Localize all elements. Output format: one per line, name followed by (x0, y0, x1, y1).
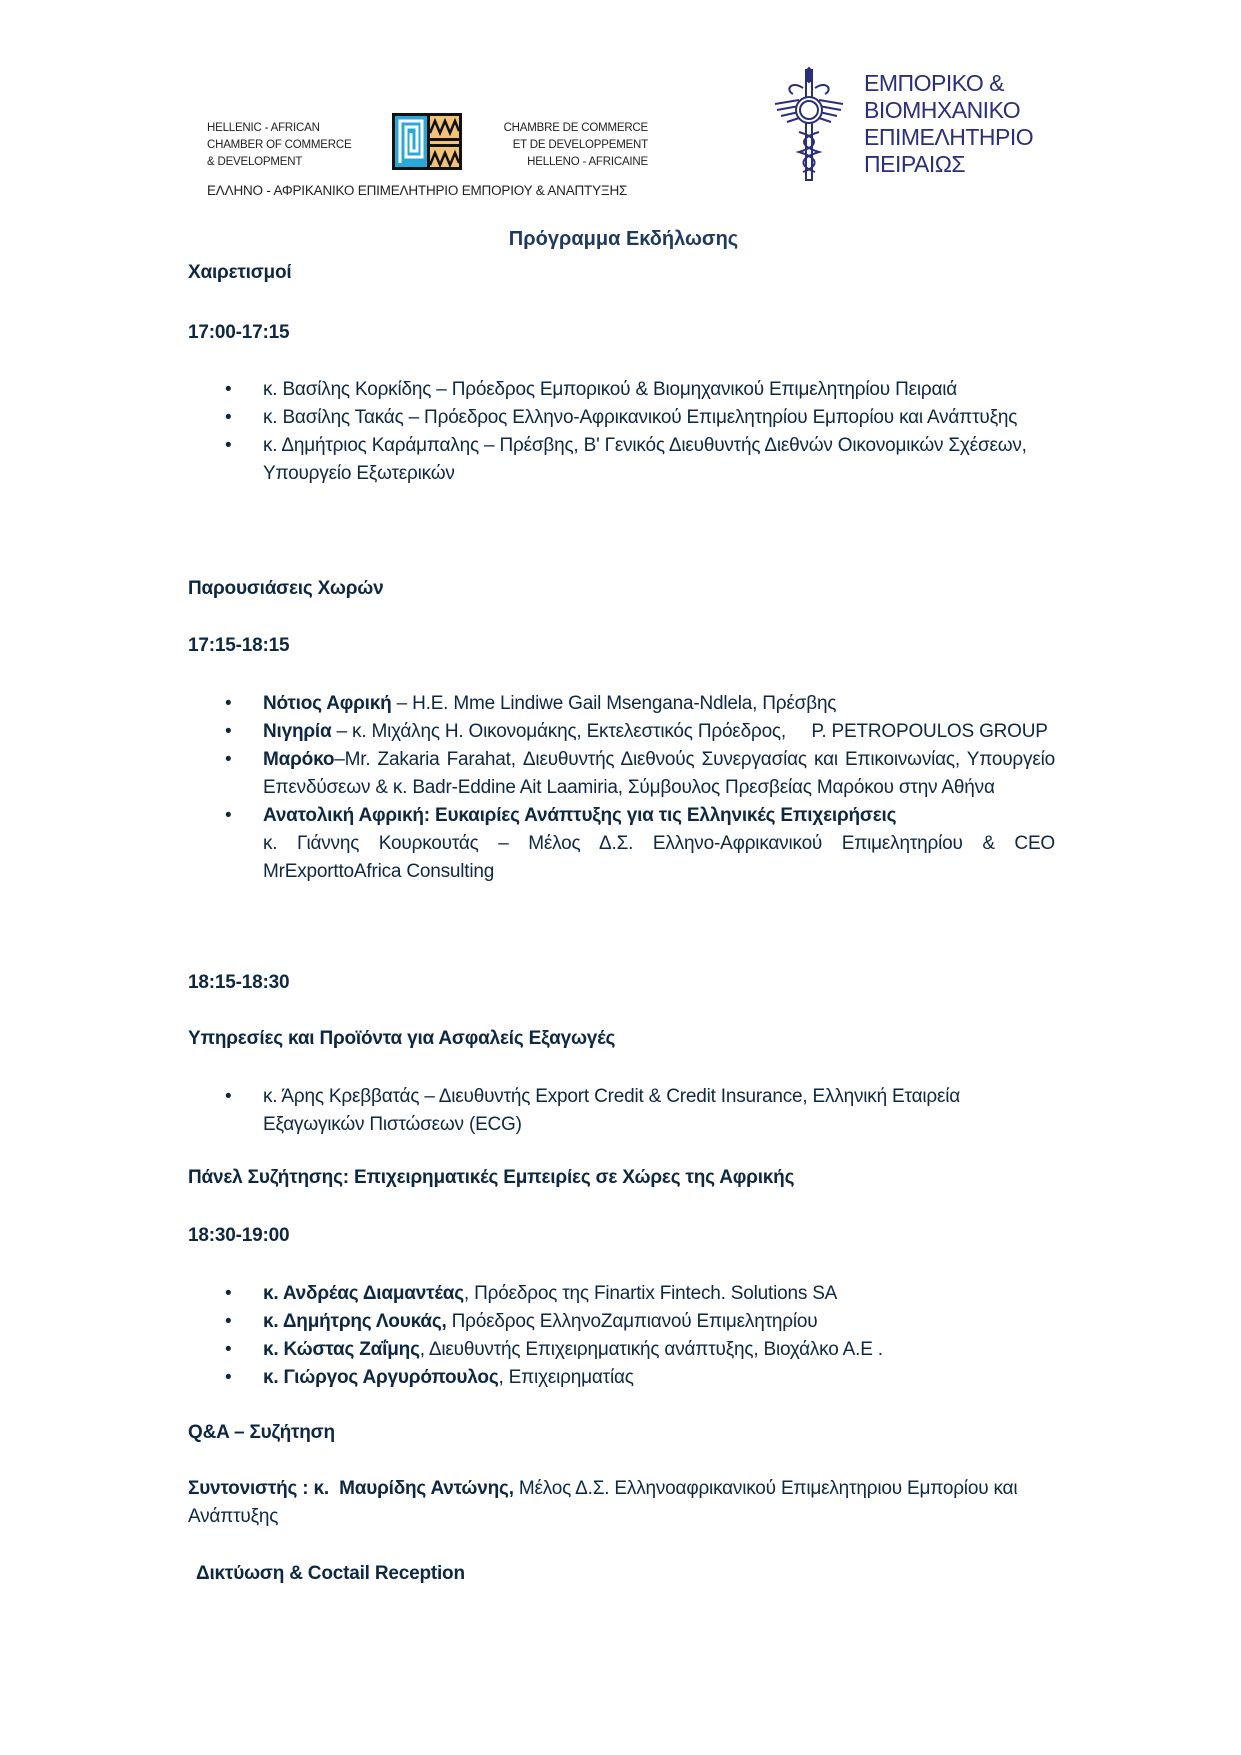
hac-emblem-icon (392, 113, 462, 170)
list-item: • κ. Άρης Κρεββατάς – Διευθυντής Export Credit & Credit Insurance, Ελληνική Εταιρεία Εξαγωγικών Πιστώσεων (ECG) (225, 1083, 1055, 1139)
list-item: • κ. Δημήτρης Λουκάς, Πρόεδρος ΕλληνοΖαμπιανού Επιμελητηρίου (225, 1308, 1055, 1336)
hac-logo-english-text (207, 120, 351, 171)
time-slot-countries: 17:15-18:15 (188, 635, 290, 656)
list-item: • Ανατολική Αφρική: Ευκαιρίες Ανάπτυξης για τις Ελληνικές Επιχειρήσεις κ. Γιάννης Κουρκουτάς – Μέλος Δ.Σ. Ελληνο-Αφρικανικού Επιμελητηρίου & CEO MrExporttoAfrica Consulting (225, 802, 1055, 886)
section-heading-countries: Παρουσιάσεις Χωρών (188, 578, 384, 599)
bullet-icon: • (225, 1283, 232, 1304)
greetings-speaker-list (225, 376, 1055, 488)
section-heading-networking: Δικτύωση & Coctail Reception (196, 1563, 465, 1584)
list-item: • Μαρόκο–Mr. Zakaria Farahat, Διευθυντής Διεθνούς Συνεργασίας και Επικοινωνίας, Υπουργείο Επενδύσεων & κ. Badr-Eddine Ait Laamiria, Σύμβουλος Πρεσβείας Μαρόκου στην Αθήνα (225, 746, 1055, 802)
section-heading-greetings: Χαιρετισμοί (188, 262, 292, 283)
hac-logo-french-text (500, 120, 648, 171)
time-slot-panel: 18:30-19:00 (188, 1225, 290, 1246)
hac-logo-line: CHAMBRE DE COMMERCE (503, 122, 648, 134)
hac-logo-line: CHAMBER OF COMMERCE (207, 139, 352, 151)
page-title (0, 228, 1241, 251)
list-item: • κ. Βασίλης Κορκίδης – Πρόεδρος Εμπορικού & Βιομηχανικού Επιμελητηρίου Πειραιά (225, 376, 1055, 404)
caduceus-emblem-icon (773, 66, 845, 184)
section-heading-panel: Πάνελ Συζήτησης: Επιχειρηματικές Εμπειρίες σε Χώρες της Αφρικής (188, 1167, 795, 1188)
section-heading-exports: Υπηρεσίες και Προϊόντα για Ασφαλείς Εξαγωγές (188, 1028, 616, 1049)
list-item: • Νιγηρία – κ. Μιχάλης Η. Οικονομάκης, Εκτελεστικός Πρόεδρος, P. PETROPOULOS GROUP (225, 718, 1055, 746)
list-item: • κ. Κώστας Ζαΐμης, Διευθυντής Επιχειρηματικής ανάπτυξης, Βιοχάλκο Α.Ε . (225, 1336, 1055, 1364)
bullet-icon: • (225, 379, 232, 400)
piraeus-logo-line: ΒΙΟΜΗΧΑΝΙΚΟ (864, 97, 1021, 123)
bullet-icon: • (225, 1367, 232, 1388)
list-item: • Νότιος Αφρική – H.E. Mme Lindiwe Gail Msengana-Ndlela, Πρέσβης (225, 690, 1055, 718)
hac-logo-line: HELLENIC - AFRICAN (207, 122, 320, 134)
list-item: • κ. Βασίλης Τακάς – Πρόεδρος Ελληνο-Αφρικανικού Επιμελητηρίου Εμπορίου και Ανάπτυξης (225, 404, 1055, 432)
piraeus-logo-line: ΕΠΙΜΕΛΗΤΗΡΙΟ (864, 124, 1034, 150)
hac-logo-line: & DEVELOPMENT (207, 156, 303, 168)
page-title-text: Πρόγραμμα Εκδήλωσης (508, 228, 739, 250)
section-heading-qa: Q&A – Συζήτηση (188, 1422, 335, 1443)
bullet-icon: • (225, 749, 232, 770)
bullet-icon: • (225, 1311, 232, 1332)
list-item: • κ. Γιώργος Αργυρόπουλος, Επιχειρηματίας (225, 1364, 1055, 1392)
moderator-line: Συντονιστής : κ. Μαυρίδης Αντώνης, Μέλος Δ.Σ. Ελληνοαφρικανικού Επιμελητηριου Εμπορίου και Ανάπτυξης (188, 1478, 1018, 1527)
piraeus-logo-line: ΕΜΠΟΡΙΚΟ & (864, 70, 1004, 96)
bullet-icon: • (225, 721, 232, 742)
bullet-icon: • (225, 1339, 232, 1360)
list-item: • κ. Δημήτριος Καράμπαλης – Πρέσβης, Β' Γενικός Διευθυντής Διεθνών Οικονομικών Σχέσεων, Υπουργείο Εξωτερικών (225, 432, 1055, 488)
hac-logo-line: HELLENO - AFRICAINE (527, 156, 648, 168)
piraeus-logo-line: ΠΕΙΡΑΙΩΣ (864, 151, 966, 177)
bullet-icon: • (225, 693, 232, 714)
piraeus-chamber-logo-text (864, 70, 1033, 178)
exports-speaker-list (225, 1083, 1055, 1139)
time-slot-exports: 18:15-18:30 (188, 972, 290, 993)
bullet-icon: • (225, 805, 232, 826)
bullet-icon: • (225, 435, 232, 456)
hac-logo-line: ET DE DEVELOPPEMENT (512, 139, 648, 151)
hac-logo-greek-text: ΕΛΛΗΝΟ - ΑΦΡΙΚΑΝΙΚΟ ΕΠΙΜΕΛΗΤΗΡΙΟ ΕΜΠΟΡΙΟΥ & ΑΝΑΠΤΥΞΗΣ (207, 183, 628, 198)
bullet-icon: • (225, 407, 232, 428)
list-item: • κ. Ανδρέας Διαμαντέας, Πρόεδρος της Finartix Fintech. Solutions SA (225, 1280, 1055, 1308)
countries-speaker-list (225, 690, 1055, 886)
time-slot-greetings: 17:00-17:15 (188, 322, 290, 343)
panel-speaker-list (225, 1280, 1055, 1392)
bullet-icon: • (225, 1086, 232, 1107)
